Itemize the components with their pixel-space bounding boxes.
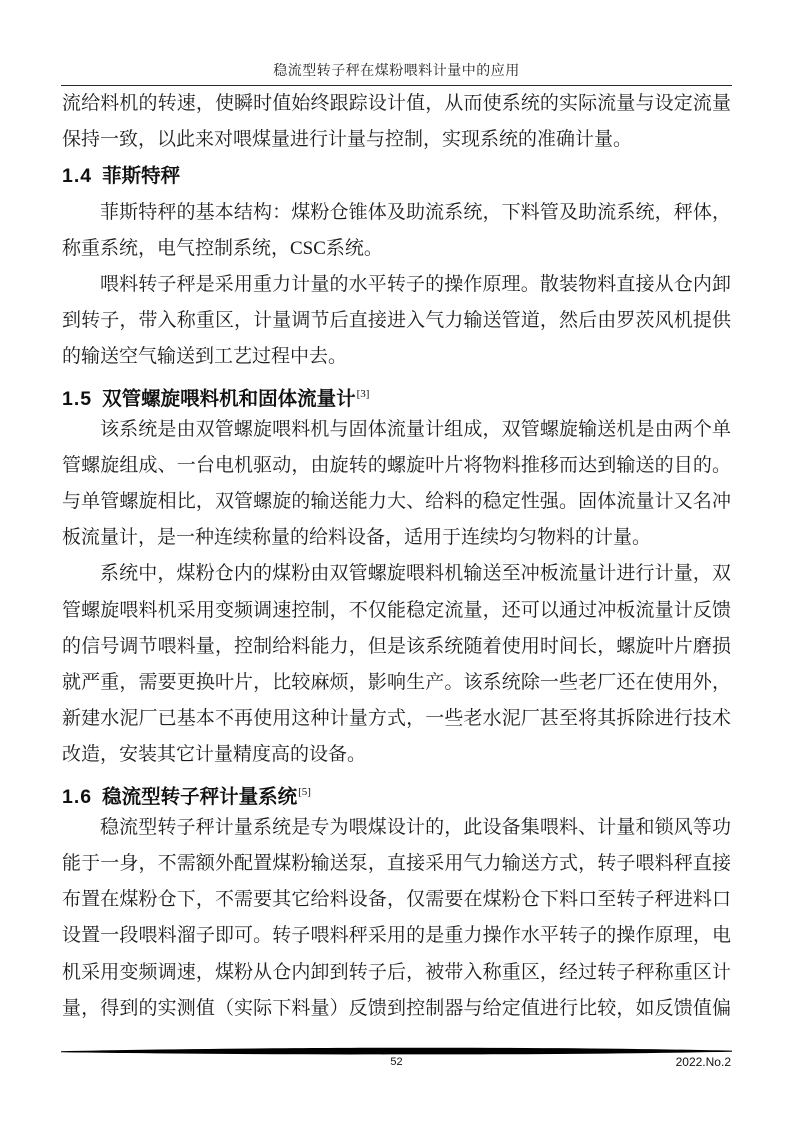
text-line: 机采用变频调速，煤粉从仓内卸到转子后，被带入称重区，经过转子秤称重区计 [62,961,731,983]
section-number: 1.5 [62,387,93,410]
text-line: 与单管螺旋相比，双管螺旋的输送能力大、给料的稳定性强。固体流量计又名冲 [62,491,731,513]
text-line: 量，得到的实测值（实际下料量）反馈到控制器与给定值进行比较，如反馈值偏 [62,997,731,1019]
text-line: 喂料转子秤是采用重力计量的水平转子的操作原理。散装物料直接从仓内卸 [100,273,731,295]
text-line: 布置在煤粉仓下，不需要其它给料设备，仅需要在煤粉仓下料口至转子秤进料口 [62,889,731,911]
section-heading [62,774,731,810]
text-line: 新建水泥厂已基本不再使用这种计量方式，一些老水泥厂甚至将其拆除进行技术 [62,708,731,730]
text-line: 的信号调节喂料量，控制给料能力，但是该系统随着使用时间长，螺旋叶片磨损 [62,635,731,657]
text-line: 改造，安装其它计量精度高的设备。 [62,744,367,766]
section-title: 菲斯特秤 [102,165,181,188]
section-title: 稳流型转子秤计量系统 [102,785,298,808]
text-line: 称重系统，电气控制系统，CSC系统。 [62,237,383,259]
running-header-title: 稳流型转子秤在煤粉喂料计量中的应用 [273,64,520,79]
text-line: 稳流型转子秤计量系统是专为喂煤设计的，此设备集喂料、计量和锁风等功 [100,816,731,838]
text-line: 该系统是由双管螺旋喂料机与固体流量计组成，双管螺旋输送机是由两个单 [100,418,731,440]
section-number: 1.4 [62,165,93,188]
citation-superscript: [5] [298,785,311,798]
page-number: 52 [390,1056,403,1068]
text-line: 到转子，带入称重区，计量调节后直接进入气力输送管道，然后由罗茨风机提供 [62,310,731,332]
text-line: 的输送空气输送到工艺过程中去。 [62,346,348,368]
text-line: 菲斯特秤的基本结构：煤粉仓锥体及助流系统，下料管及助流系统，秤体， [100,201,731,223]
journal-issue: 2022.No.2 [675,1055,731,1069]
section-number: 1.6 [62,785,93,808]
text-line: 保持一致，以此来对喂煤量进行计量与控制，实现系统的准确计量。 [62,129,633,151]
footer-divider-swoosh [61,1047,732,1056]
text-line: 能于一身，不需额外配置煤粉输送泵，直接采用气力输送方式，转子喂料秤直接 [62,852,731,874]
text-line: 管螺旋组成、一台电机驱动，由旋转的螺旋叶片将物料推移而达到输送的目的。 [62,454,731,476]
text-line: 设置一段喂料溜子即可。转子喂料秤采用的是重力操作水平转子的操作原理，电 [62,925,731,947]
text-line: 管螺旋喂料机采用变频调速控制，不仅能稳定流量，还可以通过冲板流量计反馈 [62,599,731,621]
body-text [62,86,731,1027]
section-heading [62,158,731,194]
section-title: 双管螺旋喂料机和固体流量计 [102,387,356,410]
text-line: 板流量计，是一种连续称量的给料设备，适用于连续均匀物料的计量。 [62,527,652,549]
text-line: 流给料机的转速，使瞬时值始终跟踪设计值，从而使系统的实际流量与设定流量 [62,93,731,114]
text-line: 系统中，煤粉仓内的煤粉由双管螺旋喂料机输送至冲板流量计进行计量，双 [100,563,731,585]
section-heading [62,376,731,412]
text-line: 就严重，需要更换叶片，比较麻烦，影响生产。该系统除一些老厂还在使用外， [62,672,731,693]
citation-superscript: [3] [356,387,370,400]
